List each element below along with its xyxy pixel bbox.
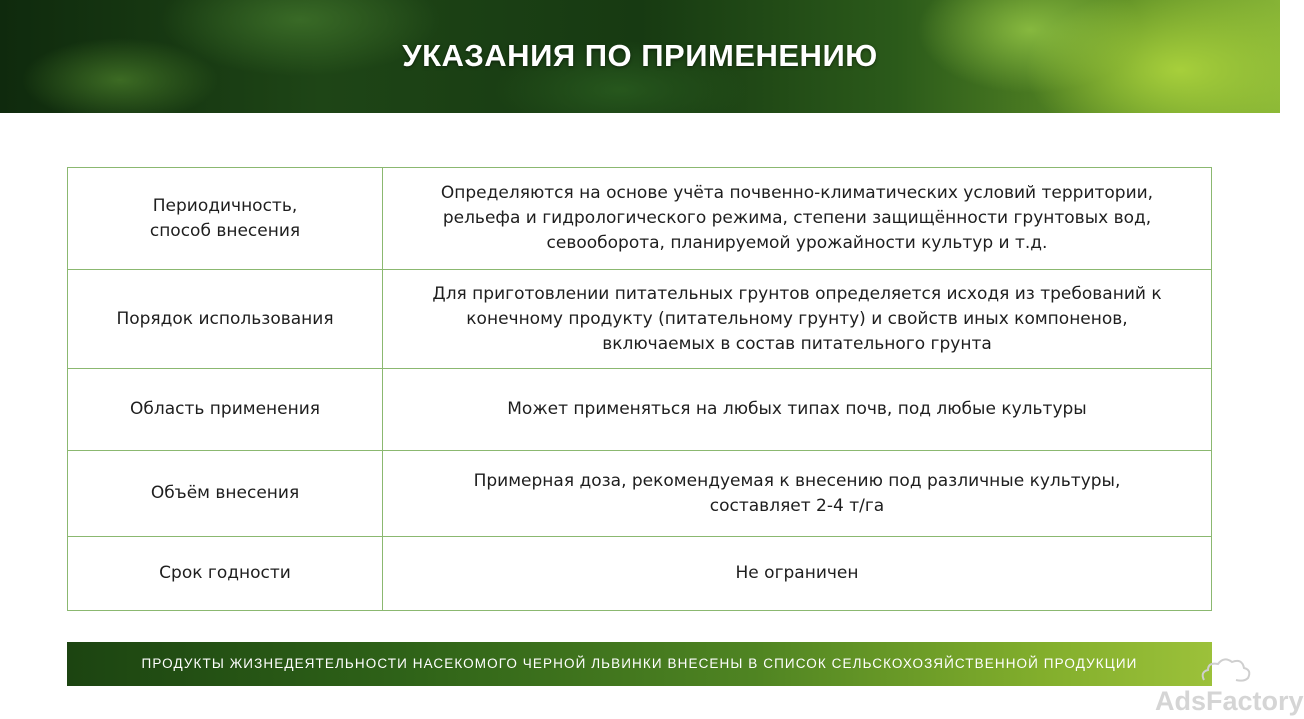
footer-text: ПРОДУКТЫ ЖИЗНЕДЕЯТЕЛЬНОСТИ НАСЕКОМОГО ЧЕРНОЙ ЛЬВИНКИ ВНЕСЕНЫ В СПИСОК СЕЛЬСКОХОЗЯЙСТВЕННОЙ ПРОДУКЦИИ: [141, 656, 1138, 671]
row-label-shelf-life: Срок годности: [68, 537, 383, 611]
table-row: [68, 369, 1212, 451]
row-value-dose: Примерная доза, рекомендуемая к внесению под различные культуры, составляет 2-4 т/га: [383, 451, 1212, 537]
table-row: [68, 451, 1212, 537]
table-row: [68, 537, 1212, 611]
table-row: [68, 270, 1212, 369]
header-banner: [0, 0, 1280, 113]
row-label-dose: Объём внесения: [68, 451, 383, 537]
watermark-logo: AdsFactory: [1155, 686, 1304, 716]
row-value-shelf-life: Не ограничен: [383, 537, 1212, 611]
row-label-usage-order: Порядок использования: [68, 270, 383, 369]
row-label-application-area: Область применения: [68, 369, 383, 451]
row-value-frequency: Определяются на основе учёта почвенно-климатических условий территории, рельефа и гидрологического режима, степени защищённости грунтовых вод, севооборота, планируемой урожайности культур и т.д.: [383, 168, 1212, 270]
footer-banner: [67, 642, 1212, 686]
row-value-usage-order: Для приготовлении питательных грунтов определяется исходя из требований к конечному продукту (питательному грунту) и свойств иных компоненов, включаемых в состав питательного грунта: [383, 270, 1212, 369]
row-label-frequency: Периодичность, способ внесения: [68, 168, 383, 270]
row-value-application-area: Может применяться на любых типах почв, под любые культуры: [383, 369, 1212, 451]
factory-smoke-icon: [1198, 650, 1254, 686]
page-title: УКАЗАНИЯ ПО ПРИМЕНЕНИЮ: [402, 38, 878, 73]
usage-table: [67, 167, 1212, 611]
table-row: [68, 168, 1212, 270]
